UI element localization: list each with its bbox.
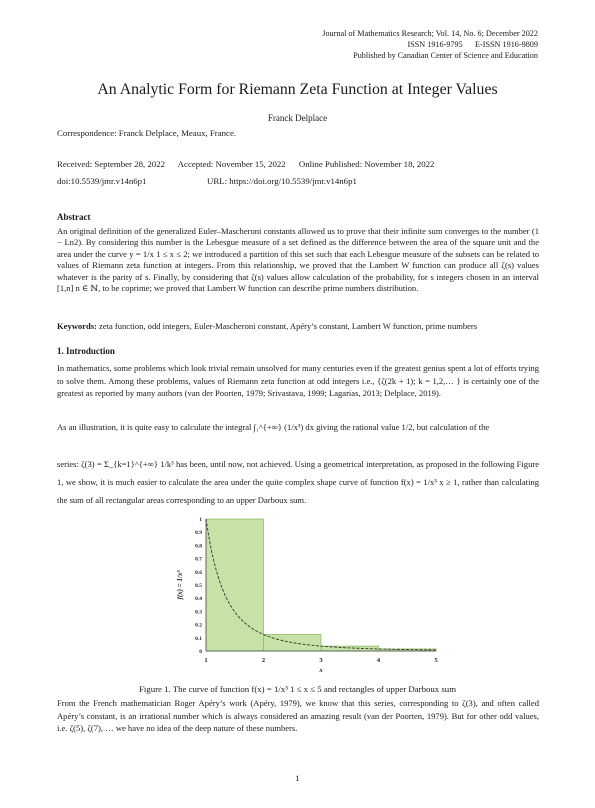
url-link[interactable]: URL: https://doi.org/10.5539/jmr.v14n6p1 <box>207 176 357 186</box>
y-tick-label: 1 <box>199 517 202 523</box>
x-tick-label: 5 <box>434 657 438 664</box>
intro-paragraph-2: As an illustration, it is quite easy to calculate the integral ∫₁^{+∞} (1/x³) dx giving the rational value 1/2, but calculation of the <box>57 422 490 432</box>
y-tick-label: 0.1 <box>195 635 202 642</box>
keywords-label: Keywords: <box>57 321 97 331</box>
journal-header <box>322 28 538 61</box>
page-number: 1 <box>295 773 300 783</box>
y-tick-label: 0.2 <box>195 622 202 629</box>
paper-title: An Analytic Form for Riemann Zeta Function at Integer Values <box>97 81 498 98</box>
keywords-text: zeta function, odd integers, Euler-Mascheroni constant, Apéry’s constant, Lambert W function, prime numbers <box>96 321 478 331</box>
x-tick-label: 3 <box>319 657 323 664</box>
y-axis-label: f(x) = 1/x³ <box>176 570 184 600</box>
abstract-heading: Abstract <box>57 212 91 222</box>
x-tick-label: 1 <box>204 657 208 664</box>
correspondence: Correspondence: Franck Delplace, Meaux, France. <box>57 128 237 138</box>
intro-paragraph-1: In mathematics, some problems which look trivial remain unsolved for many centuries even if the greatest genius spent a lot of efforts trying to solve them. Among these problems, values of Riemann zeta function at odd integers i.e., {ζ(2k + 1); k = 1,2,… } is certainly one of the greatest as reported by many authors (van der Poorten, 1979; Srivastava, 1999; Lagarias, 2013; Delplace, 2019). <box>57 363 539 399</box>
journal-line-3: Published by Canadian Center of Science and Education <box>353 51 538 60</box>
y-tick-label: 0.5 <box>195 583 202 589</box>
y-tick-label: 0.4 <box>195 596 202 603</box>
darboux-rectangle-2 <box>264 635 322 652</box>
y-tick-label: 0.8 <box>195 543 202 550</box>
abstract-text: An original definition of the generalized Euler–Mascheroni constants allowed us to prove that their infinite sum converges to the number (1 − Ln2). By considering this number is the Lebesgue measure of a set defined as the difference between the area of the square unit and the area under the curve y = 1/x 1 ≤ x ≤ 2; we introduced a partition of this set such that each Lebesgue measure of the subsets can be related to values of Riemann zeta function at integers. From this relationship, we proved that the Lambert W function can produce all ζ(s) values whatever is the parity of s. Finally, by considering that ζ(s) values allow calculation of the probability, for s integers chosen in an interval [1,n] n ∈ ℕ, to be coprime; we proved that Lambert W function can describe prime numbers distribution. <box>57 226 539 294</box>
intro-paragraph-4: From the French mathematician Roger Apéry’s work (Apéry, 1979), we know that this series, corresponding to ζ(3), and often called Apéry’s constant, is an irrational number which is always considered an amazing result (van der Poorten, 1979). But for other odd values, i.e. ζ(5), ζ(7), … we have no idea of the deep nature of these numbers. <box>57 698 539 733</box>
publication-dates: Received: September 28, 2022 Accepted: November 15, 2022 Online Published: November 18, 2022 <box>57 159 435 169</box>
y-tick-label: 0.3 <box>195 609 202 616</box>
figure-1-chart <box>170 513 450 681</box>
x-tick-label: 2 <box>261 657 266 664</box>
author-name: Franck Delplace <box>267 113 328 123</box>
y-tick-label: 0.7 <box>195 556 202 563</box>
journal-line-2: ISSN 1916-9795 E-ISSN 1916-9809 <box>407 40 538 49</box>
y-tick-label: 0 <box>199 649 202 655</box>
y-tick-label: 0.9 <box>195 530 202 537</box>
keywords <box>57 321 539 332</box>
x-axis-label: x <box>319 667 323 674</box>
section-heading-introduction: 1. Introduction <box>57 346 115 356</box>
x-tick-label: 4 <box>376 657 381 664</box>
doi-link[interactable]: doi:10.5539/jmr.v14n6p1 <box>57 176 147 186</box>
y-tick-label: 0.6 <box>195 569 202 576</box>
darboux-rectangle-1 <box>206 519 264 651</box>
figure-caption: Figure 1. The curve of function f(x) = 1/x³ 1 ≤ x ≤ 5 and rectangles of upper Darboux sum <box>138 684 457 694</box>
intro-paragraph-3: series: ζ(3) = Σ_{k=1}^{+∞} 1/k³ has been, until now, not achieved. Using a geometrical interpretation, as proposed in the following Figure 1, we show, it is much easier to calculate the area under the quite complex shape curve of function f(x) = 1/x³ x ≥ 1, rather than calculating the sum of all rectangular areas corresponding to an upper Darboux sum. <box>57 459 539 505</box>
journal-line-1: Journal of Mathematics Research; Vol. 14, No. 6; December 2022 <box>322 29 538 38</box>
